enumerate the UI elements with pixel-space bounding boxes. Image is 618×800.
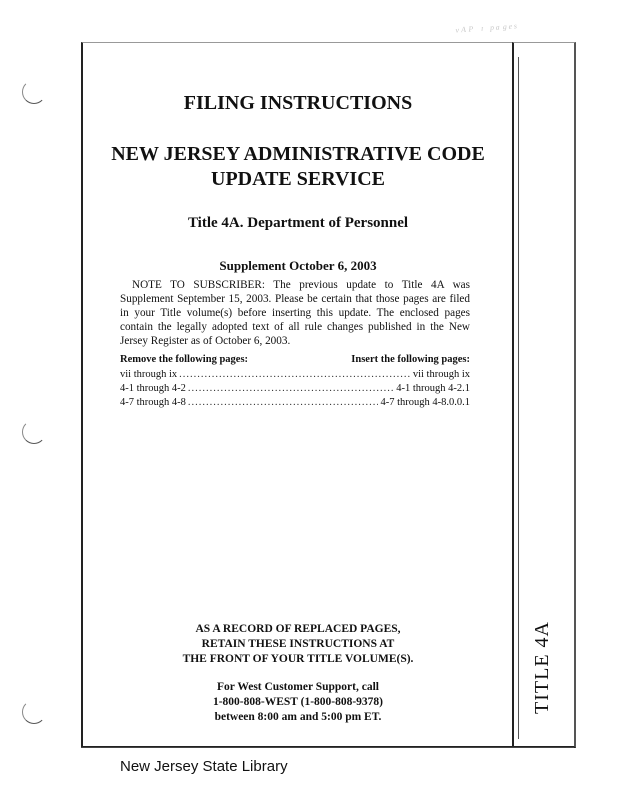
remove-pages: vii through ix bbox=[120, 369, 178, 380]
library-footer: New Jersey State Library bbox=[120, 758, 288, 775]
customer-support-hours: between 8:00 am and 5:00 pm ET. bbox=[214, 711, 382, 723]
faint-stamp-mark: ᵛᴬᴾ ᶦ ᵖᵃᵍᵉˢ bbox=[454, 19, 519, 40]
code-heading-line2: UPDATE SERVICE bbox=[211, 168, 385, 190]
pages-table bbox=[120, 354, 470, 410]
title-tab bbox=[512, 622, 572, 712]
title-subtitle: Title 4A. Department of Personnel bbox=[187, 215, 409, 231]
insert-header: Insert the following pages: bbox=[351, 354, 470, 365]
subscriber-note bbox=[120, 278, 470, 348]
leader-dots bbox=[188, 397, 379, 408]
insert-pages: vii through ix bbox=[412, 369, 470, 380]
supplement-date: Supplement October 6, 2003 bbox=[219, 258, 377, 273]
title-tab-label: TITLE 4A bbox=[530, 620, 553, 714]
remove-pages: 4-7 through 4-8 bbox=[120, 397, 186, 408]
insert-pages: 4-1 through 4-2.1 bbox=[396, 383, 470, 394]
remove-header: Remove the following pages: bbox=[120, 354, 249, 365]
customer-support-line1: For West Customer Support, call bbox=[217, 681, 379, 693]
code-heading bbox=[100, 142, 496, 192]
table-row bbox=[120, 369, 470, 382]
code-heading-line1: NEW JERSEY ADMINISTRATIVE CODE bbox=[111, 143, 485, 165]
leader-dots bbox=[188, 383, 394, 394]
binder-hole-middle bbox=[22, 420, 46, 444]
subscriber-note-text: NOTE TO SUBSCRIBER: The previous update to Title 4A was Supplement September 15, 2003. Please be certain that those pages are filed in your Title volume(s) before inserting this update. The enclosed pages contain the legally adopted text of all rule changes published in the New Jersey Register as of October 6, 2003. bbox=[120, 279, 470, 347]
page-title: FILING INSTRUCTIONS bbox=[183, 92, 413, 114]
binder-hole-bottom bbox=[22, 700, 46, 724]
table-row bbox=[120, 397, 470, 410]
bottom-rule bbox=[81, 747, 574, 748]
record-notice-line3: THE FRONT OF YOUR TITLE VOLUME(S). bbox=[182, 653, 414, 665]
table-row bbox=[120, 383, 470, 396]
leader-dots bbox=[179, 369, 411, 380]
customer-support-phone: 1-800-808-WEST (1-800-808-9378) bbox=[212, 696, 384, 708]
customer-support bbox=[100, 680, 496, 725]
record-notice bbox=[100, 622, 496, 667]
record-notice-line1: AS A RECORD OF REPLACED PAGES, bbox=[195, 623, 401, 635]
pages-table-header bbox=[120, 354, 470, 368]
binder-hole-top bbox=[22, 80, 46, 104]
record-notice-line2: RETAIN THESE INSTRUCTIONS AT bbox=[201, 638, 395, 650]
insert-pages: 4-7 through 4-8.0.0.1 bbox=[380, 397, 470, 408]
remove-pages: 4-1 through 4-2 bbox=[120, 383, 186, 394]
